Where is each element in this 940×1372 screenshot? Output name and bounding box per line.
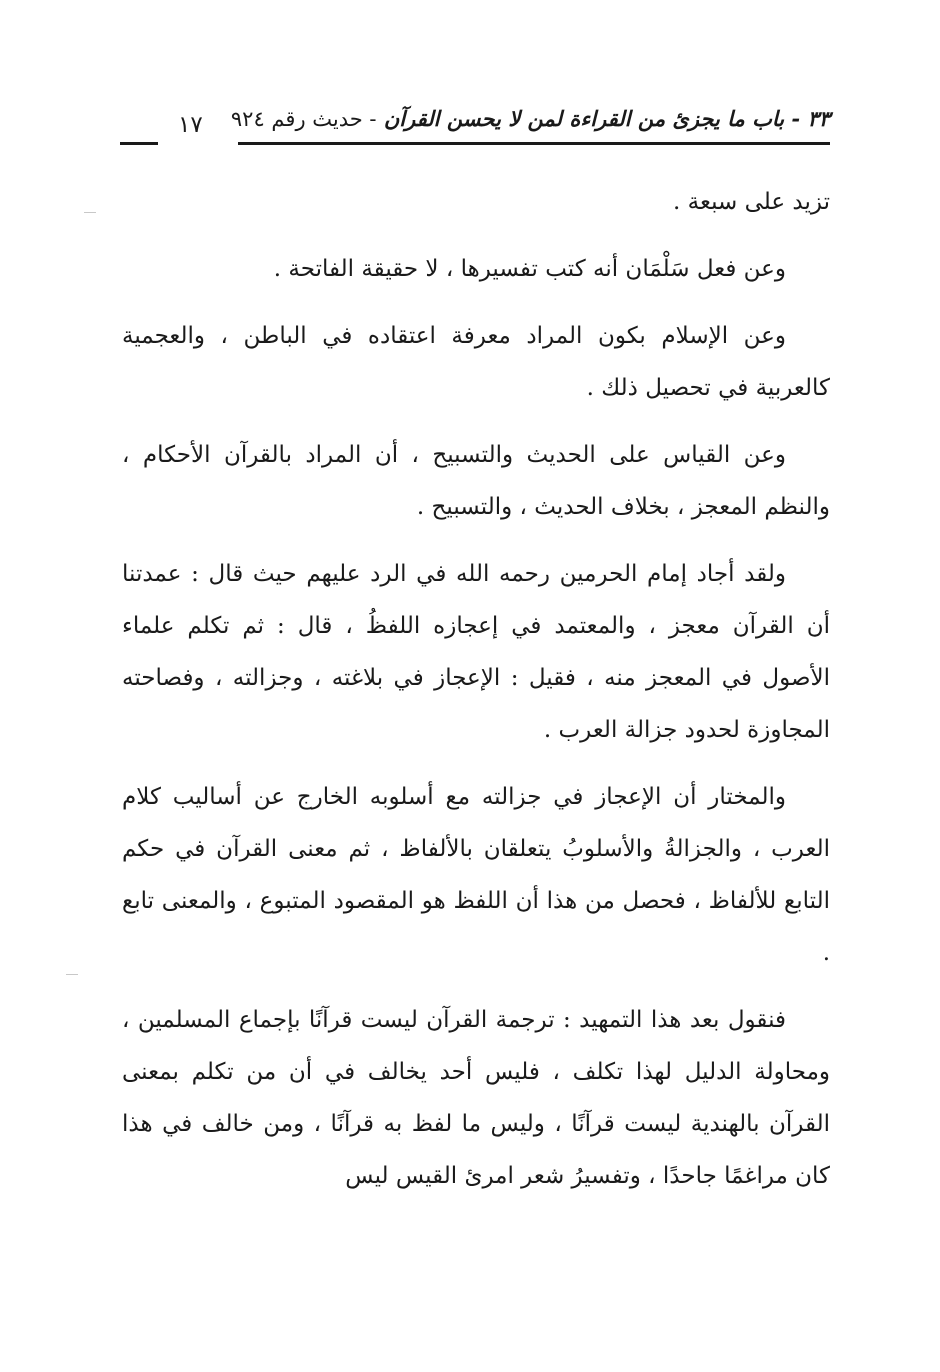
paragraph: والمختار أن الإعجاز في جزالته مع أسلوبه الخارج عن أساليب كلام العرب ، والجزالةُ والأسلوبُ يتعلقان بالألفاظ ، ثم معنى القرآن في حكم التابع للألفاظ ، فحصل من هذا أن اللفظ هو المقصود المتبوع ، والمعنى تابع . bbox=[122, 784, 830, 966]
hadith-reference: - حديث رقم ٩٢٤ bbox=[230, 107, 377, 131]
header-rule bbox=[238, 142, 830, 145]
margin-mark bbox=[84, 212, 96, 213]
running-head bbox=[120, 102, 830, 146]
paragraph: فنقول بعد هذا التمهيد : ترجمة القرآن ليست قرآنًا بإجماع المسلمين ، ومحاولة الدليل لهذا تكلف ، فليس أحد يخالف في أن من تكلم بمعنى القرآن بالهندية ليست قرآنًا ، وليس ما لفظ به قرآنًا ، ومن خالف في هذا كان مراغمًا جاحدًا ، وتفسيرُ شعر امرئ القيس ليس bbox=[122, 1007, 830, 1189]
paragraph: ولقد أجاد إمام الحرمين رحمه الله في الرد عليهم حيث قال : عمدتنا أن القرآن معجز ، والمعتمد في إعجازه اللفظُ ، قال : ثم تكلم علماء الأصول في المعجز منه ، فقيل : الإعجاز في بلاغته ، وجزالته ، وفصاحته المجاوزة لحدود جزالة العرب . bbox=[122, 561, 830, 743]
paragraph-continued: تزيد على سبعة . bbox=[673, 189, 830, 215]
paragraph: وعن فعل سَلْمَان أنه كتب تفسيرها ، لا حقيقة الفاتحة . bbox=[273, 256, 786, 282]
margin-mark bbox=[66, 974, 78, 975]
body-text bbox=[122, 176, 830, 1217]
paragraph: وعن الإسلام بكون المراد معرفة اعتقاده في الباطن ، والعجمية كالعربية في تحصيل ذلك . bbox=[122, 323, 830, 401]
paragraph: وعن القياس على الحديث والتسبيح ، أن المراد بالقرآن الأحكام ، والنظم المعجز ، بخلاف الحديث ، والتسبيح . bbox=[122, 442, 830, 520]
chapter-heading bbox=[231, 106, 830, 131]
chapter-title: ٣٣ - باب ما يجزئ من القراءة لمن لا يحسن القرآن bbox=[383, 106, 830, 131]
page-number-rule bbox=[120, 142, 158, 145]
page-number: ١٧ bbox=[178, 112, 203, 138]
